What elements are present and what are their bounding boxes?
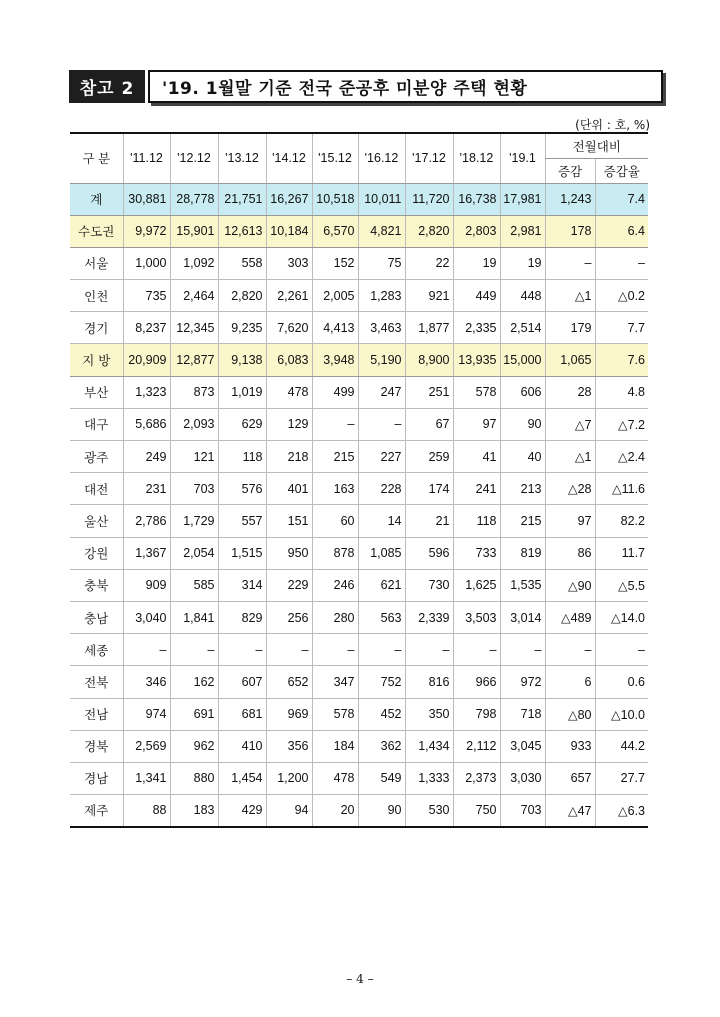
table-row <box>70 601 648 633</box>
table-cell: 401 <box>266 473 312 505</box>
table-cell: – <box>170 634 218 666</box>
column-header-compare-sub: 증감율 <box>595 158 648 183</box>
row-label: 서울 <box>70 247 123 279</box>
row-label: 충남 <box>70 601 123 633</box>
table-cell: 449 <box>453 280 500 312</box>
table-cell: 347 <box>312 666 358 698</box>
table-cell: 730 <box>405 569 453 601</box>
table-cell: 30,881 <box>123 183 170 215</box>
table-cell: 163 <box>312 473 358 505</box>
table-row <box>70 730 648 762</box>
table-cell: 11,720 <box>405 183 453 215</box>
table-cell: 246 <box>312 569 358 601</box>
table-cell: – <box>405 634 453 666</box>
table-cell: 578 <box>312 698 358 730</box>
table-cell: 15,000 <box>500 344 545 376</box>
row-label: 광주 <box>70 441 123 473</box>
table-cell: 19 <box>453 247 500 279</box>
row-label: 충북 <box>70 569 123 601</box>
table-cell: 621 <box>358 569 405 601</box>
table-cell: 118 <box>218 441 266 473</box>
table-cell: 184 <box>312 730 358 762</box>
table-cell: 17,981 <box>500 183 545 215</box>
table-cell: 1,841 <box>170 601 218 633</box>
table-row <box>70 312 648 344</box>
table-cell: 229 <box>266 569 312 601</box>
row-label: 세종 <box>70 634 123 666</box>
table-cell: 22 <box>405 247 453 279</box>
table-cell: 162 <box>170 666 218 698</box>
table-row <box>70 344 648 376</box>
table-cell: △47 <box>545 795 595 827</box>
table-cell: △11.6 <box>595 473 648 505</box>
table-cell: 151 <box>266 505 312 537</box>
table-cell: 179 <box>545 312 595 344</box>
row-label: 인천 <box>70 280 123 312</box>
table-cell: 703 <box>500 795 545 827</box>
table-cell: 2,464 <box>170 280 218 312</box>
table-cell: 718 <box>500 698 545 730</box>
table-cell: 90 <box>500 408 545 440</box>
table-cell: 2,514 <box>500 312 545 344</box>
column-header-year: '18.12 <box>453 133 500 183</box>
table-cell: 44.2 <box>595 730 648 762</box>
table-cell: 576 <box>218 473 266 505</box>
table-cell: 2,339 <box>405 601 453 633</box>
table-cell: 448 <box>500 280 545 312</box>
column-header-year: '14.12 <box>266 133 312 183</box>
table-cell: 0.6 <box>595 666 648 698</box>
table-cell: 6.4 <box>595 215 648 247</box>
table-cell: 356 <box>266 730 312 762</box>
table-cell: 607 <box>218 666 266 698</box>
column-header-year: '15.12 <box>312 133 358 183</box>
table-cell: – <box>500 634 545 666</box>
table-cell: 9,972 <box>123 215 170 247</box>
table-cell: 9,235 <box>218 312 266 344</box>
table-cell: 2,054 <box>170 537 218 569</box>
table-cell: 410 <box>218 730 266 762</box>
table-cell: 606 <box>500 376 545 408</box>
table-cell: 878 <box>312 537 358 569</box>
row-label: 대전 <box>70 473 123 505</box>
row-label: 수도권 <box>70 215 123 247</box>
table-cell: △6.3 <box>595 795 648 827</box>
row-label: 계 <box>70 183 123 215</box>
table-cell: – <box>595 634 648 666</box>
table-cell: – <box>358 408 405 440</box>
table-cell: 1,200 <box>266 762 312 794</box>
table-cell: 691 <box>170 698 218 730</box>
table-cell: 7.4 <box>595 183 648 215</box>
table-cell: – <box>123 634 170 666</box>
table-cell: 1,085 <box>358 537 405 569</box>
table-row <box>70 247 648 279</box>
table-row <box>70 183 648 215</box>
table-cell: △1 <box>545 280 595 312</box>
table-cell: 950 <box>266 537 312 569</box>
column-header-compare: 전월대비 <box>545 133 648 158</box>
table-cell: 1,243 <box>545 183 595 215</box>
reference-badge: 참고 2 <box>69 70 145 103</box>
table-cell: △489 <box>545 601 595 633</box>
table-cell: 2,261 <box>266 280 312 312</box>
table-cell: △28 <box>545 473 595 505</box>
table-cell: 20 <box>312 795 358 827</box>
table-cell: 259 <box>405 441 453 473</box>
table-cell: △14.0 <box>595 601 648 633</box>
table-cell: – <box>266 634 312 666</box>
table-cell: 303 <box>266 247 312 279</box>
table-cell: 4.8 <box>595 376 648 408</box>
table-row <box>70 795 648 827</box>
table-cell: 4,413 <box>312 312 358 344</box>
row-label: 경기 <box>70 312 123 344</box>
table-cell: 8,900 <box>405 344 453 376</box>
row-label: 경북 <box>70 730 123 762</box>
table-cell: 578 <box>453 376 500 408</box>
table-cell: 478 <box>266 376 312 408</box>
table-cell: 60 <box>312 505 358 537</box>
table-cell: 1,019 <box>218 376 266 408</box>
table-cell: 174 <box>405 473 453 505</box>
section-header <box>69 70 651 103</box>
table-cell: 2,112 <box>453 730 500 762</box>
table-cell: – <box>312 634 358 666</box>
row-label: 강원 <box>70 537 123 569</box>
table-cell: 1,434 <box>405 730 453 762</box>
table-row <box>70 280 648 312</box>
table-cell: 2,981 <box>500 215 545 247</box>
column-header-compare-sub: 증감 <box>545 158 595 183</box>
table-cell: 256 <box>266 601 312 633</box>
table-cell: 752 <box>358 666 405 698</box>
row-label: 지 방 <box>70 344 123 376</box>
page-number: – 4 – <box>346 972 374 986</box>
column-header-category: 구 분 <box>70 133 123 183</box>
table-cell: 873 <box>170 376 218 408</box>
table-cell: 530 <box>405 795 453 827</box>
table-cell: 247 <box>358 376 405 408</box>
row-label: 대구 <box>70 408 123 440</box>
table-cell: 227 <box>358 441 405 473</box>
table-cell: △2.4 <box>595 441 648 473</box>
table-cell: 41 <box>453 441 500 473</box>
table-cell: 10,184 <box>266 215 312 247</box>
table-cell: 231 <box>123 473 170 505</box>
table-cell: 733 <box>453 537 500 569</box>
table-cell: 1,092 <box>170 247 218 279</box>
table-cell: 2,093 <box>170 408 218 440</box>
table-cell: 16,267 <box>266 183 312 215</box>
table-cell: – <box>358 634 405 666</box>
table-cell: 2,005 <box>312 280 358 312</box>
table-cell: 241 <box>453 473 500 505</box>
table-cell: 19 <box>500 247 545 279</box>
table-cell: 1,367 <box>123 537 170 569</box>
table-cell: 97 <box>545 505 595 537</box>
table-cell: 1,515 <box>218 537 266 569</box>
row-label: 부산 <box>70 376 123 408</box>
table-cell: 14 <box>358 505 405 537</box>
table-cell: 97 <box>453 408 500 440</box>
table-cell: 94 <box>266 795 312 827</box>
table-cell: 362 <box>358 730 405 762</box>
table-cell: 75 <box>358 247 405 279</box>
table-cell: 3,045 <box>500 730 545 762</box>
table-cell: 750 <box>453 795 500 827</box>
table-cell: 563 <box>358 601 405 633</box>
table-cell: 11.7 <box>595 537 648 569</box>
table-cell: 3,030 <box>500 762 545 794</box>
table-cell: 2,569 <box>123 730 170 762</box>
column-header-year: '16.12 <box>358 133 405 183</box>
table-cell: 314 <box>218 569 266 601</box>
table-cell: 350 <box>405 698 453 730</box>
table-cell: 1,877 <box>405 312 453 344</box>
table-cell: 10,011 <box>358 183 405 215</box>
row-label: 전남 <box>70 698 123 730</box>
table-cell: 12,877 <box>170 344 218 376</box>
table-cell: △7 <box>545 408 595 440</box>
table-cell: 557 <box>218 505 266 537</box>
table-cell: 218 <box>266 441 312 473</box>
row-label: 제주 <box>70 795 123 827</box>
table-cell: 1,000 <box>123 247 170 279</box>
column-header-year: '17.12 <box>405 133 453 183</box>
table-cell: 8,237 <box>123 312 170 344</box>
table-cell: 596 <box>405 537 453 569</box>
table-cell: 3,948 <box>312 344 358 376</box>
table-cell: 7,620 <box>266 312 312 344</box>
table-cell: 3,014 <box>500 601 545 633</box>
table-cell: 3,040 <box>123 601 170 633</box>
table-cell: 129 <box>266 408 312 440</box>
table-cell: 346 <box>123 666 170 698</box>
table-cell: 452 <box>358 698 405 730</box>
row-label: 울산 <box>70 505 123 537</box>
table-cell: 1,625 <box>453 569 500 601</box>
table-cell: 6 <box>545 666 595 698</box>
table-cell: 962 <box>170 730 218 762</box>
table-cell: 816 <box>405 666 453 698</box>
table-cell: △10.0 <box>595 698 648 730</box>
table-cell: △5.5 <box>595 569 648 601</box>
table-cell: 5,190 <box>358 344 405 376</box>
table-cell: 2,373 <box>453 762 500 794</box>
table-cell: 6,083 <box>266 344 312 376</box>
table-row <box>70 408 648 440</box>
table-cell: 629 <box>218 408 266 440</box>
table-cell: 82.2 <box>595 505 648 537</box>
unsold-housing-table <box>70 132 648 828</box>
table-cell: 40 <box>500 441 545 473</box>
column-header-year: '13.12 <box>218 133 266 183</box>
table-cell: 118 <box>453 505 500 537</box>
table-cell: 972 <box>500 666 545 698</box>
table-cell: 6,570 <box>312 215 358 247</box>
table-cell: 90 <box>358 795 405 827</box>
table-cell: 67 <box>405 408 453 440</box>
table-cell: 819 <box>500 537 545 569</box>
table-cell: 3,503 <box>453 601 500 633</box>
table-row <box>70 569 648 601</box>
table-cell: 7.7 <box>595 312 648 344</box>
table-cell: 1,333 <box>405 762 453 794</box>
table-cell: 1,283 <box>358 280 405 312</box>
table-cell: 249 <box>123 441 170 473</box>
table-cell: 5,686 <box>123 408 170 440</box>
table-cell: 12,613 <box>218 215 266 247</box>
table-row <box>70 376 648 408</box>
table-cell: 20,909 <box>123 344 170 376</box>
table-cell: 21 <box>405 505 453 537</box>
table-cell: 9,138 <box>218 344 266 376</box>
table-cell: – <box>545 247 595 279</box>
table-cell: 280 <box>312 601 358 633</box>
table-cell: 28 <box>545 376 595 408</box>
table-cell: 585 <box>170 569 218 601</box>
table-cell: △90 <box>545 569 595 601</box>
table-cell: 21,751 <box>218 183 266 215</box>
table-cell: 478 <box>312 762 358 794</box>
table-cell: 121 <box>170 441 218 473</box>
table-cell: 558 <box>218 247 266 279</box>
table-cell: 215 <box>500 505 545 537</box>
table-cell: 1,065 <box>545 344 595 376</box>
table-cell: 652 <box>266 666 312 698</box>
row-label: 전북 <box>70 666 123 698</box>
table-row <box>70 505 648 537</box>
table-cell: 969 <box>266 698 312 730</box>
row-label: 경남 <box>70 762 123 794</box>
table-cell: 88 <box>123 795 170 827</box>
table-cell: 2,820 <box>405 215 453 247</box>
table-row <box>70 762 648 794</box>
table-cell: 1,729 <box>170 505 218 537</box>
table-cell: 657 <box>545 762 595 794</box>
table-cell: – <box>218 634 266 666</box>
table-cell: 27.7 <box>595 762 648 794</box>
table-row <box>70 698 648 730</box>
table-row <box>70 666 648 698</box>
table-cell: 3,463 <box>358 312 405 344</box>
unit-note: (단위 : 호, %) <box>575 118 650 132</box>
table-cell: 966 <box>453 666 500 698</box>
table-row <box>70 473 648 505</box>
table-cell: △80 <box>545 698 595 730</box>
table-cell: 86 <box>545 537 595 569</box>
table-cell: 921 <box>405 280 453 312</box>
table-cell: 2,335 <box>453 312 500 344</box>
table-cell: 1,341 <box>123 762 170 794</box>
table-cell: 909 <box>123 569 170 601</box>
column-header-year: '19.1 <box>500 133 545 183</box>
table-cell: 549 <box>358 762 405 794</box>
table-cell: 228 <box>358 473 405 505</box>
table-cell: 2,786 <box>123 505 170 537</box>
table-row <box>70 441 648 473</box>
table-cell: 178 <box>545 215 595 247</box>
table-cell: 16,738 <box>453 183 500 215</box>
table-cell: 829 <box>218 601 266 633</box>
table-cell: 251 <box>405 376 453 408</box>
column-header-year: '11.12 <box>123 133 170 183</box>
table-cell: △0.2 <box>595 280 648 312</box>
table-cell: 215 <box>312 441 358 473</box>
table-cell: 703 <box>170 473 218 505</box>
table-cell: 13,935 <box>453 344 500 376</box>
table-cell: 429 <box>218 795 266 827</box>
table-row <box>70 537 648 569</box>
table-cell: 183 <box>170 795 218 827</box>
table-cell: – <box>312 408 358 440</box>
table-cell: 4,821 <box>358 215 405 247</box>
table-cell: 10,518 <box>312 183 358 215</box>
table-cell: 1,323 <box>123 376 170 408</box>
table-cell: 1,454 <box>218 762 266 794</box>
table-cell: 152 <box>312 247 358 279</box>
table-cell: 735 <box>123 280 170 312</box>
table-row <box>70 634 648 666</box>
column-header-year: '12.12 <box>170 133 218 183</box>
table-cell: – <box>595 247 648 279</box>
table-cell: 681 <box>218 698 266 730</box>
table-cell: 499 <box>312 376 358 408</box>
page-title: '19. 1월말 기준 전국 준공후 미분양 주택 현황 <box>148 70 663 103</box>
table-cell: 2,820 <box>218 280 266 312</box>
table-cell: 2,803 <box>453 215 500 247</box>
table-cell: 798 <box>453 698 500 730</box>
table-cell: 213 <box>500 473 545 505</box>
table-cell: △1 <box>545 441 595 473</box>
table-cell: 15,901 <box>170 215 218 247</box>
table-cell: 974 <box>123 698 170 730</box>
table-cell: 7.6 <box>595 344 648 376</box>
table-cell: 28,778 <box>170 183 218 215</box>
table-cell: 880 <box>170 762 218 794</box>
table-cell: 933 <box>545 730 595 762</box>
table-cell: 12,345 <box>170 312 218 344</box>
table-cell: – <box>453 634 500 666</box>
table-cell: – <box>545 634 595 666</box>
table-cell: △7.2 <box>595 408 648 440</box>
table-cell: 1,535 <box>500 569 545 601</box>
table-row <box>70 215 648 247</box>
